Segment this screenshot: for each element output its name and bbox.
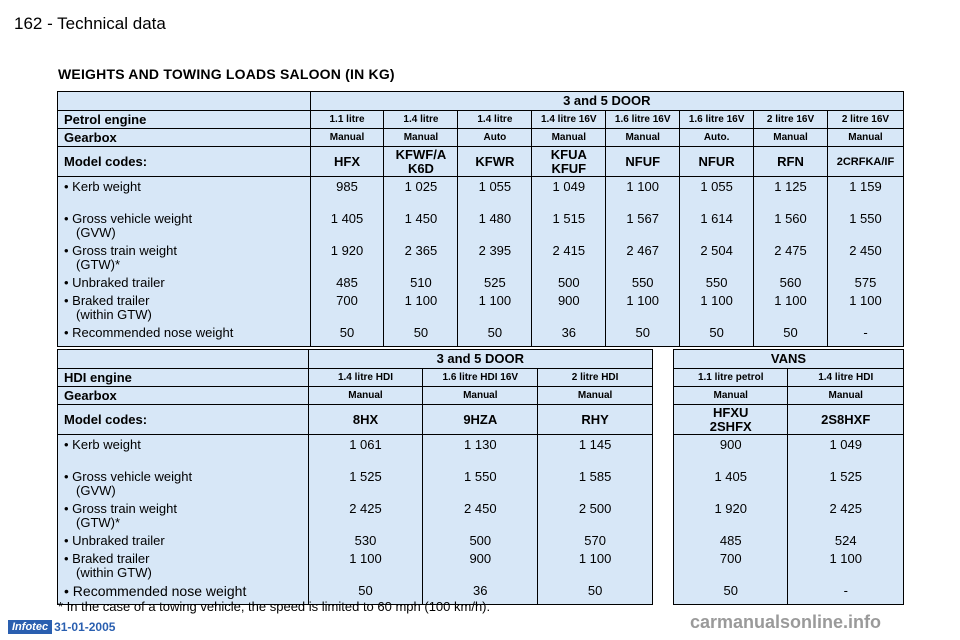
weight-value-cell: 50 (384, 323, 458, 347)
weight-value-cell: 700 (674, 549, 788, 581)
weight-value-cell: 1 100 (308, 549, 423, 581)
weight-value-cell: 2 365 (384, 241, 458, 273)
engine-cell: 1.1 litre petrol (674, 369, 788, 387)
gearbox-cell: Manual (827, 129, 903, 147)
gearbox-row (674, 387, 904, 405)
weight-value-cell: 1 405 (674, 467, 788, 499)
weight-row (58, 467, 653, 499)
weight-row-subtitle: (GTW)* (76, 256, 121, 272)
weight-value-cell: 2 450 (827, 241, 903, 273)
gearbox-cell: Manual (754, 129, 828, 147)
weight-value-cell: 1 480 (458, 209, 532, 241)
weight-value-cell: 1 614 (680, 209, 754, 241)
weight-row (58, 499, 653, 531)
weight-row-title: • Kerb weight (64, 437, 141, 452)
weight-row-title: • Gross train weight (64, 500, 177, 516)
weight-value-cell: 2 450 (423, 499, 538, 531)
engine-cell: 1.6 litre HDI 16V (423, 369, 538, 387)
weight-row (58, 549, 653, 581)
watermark: carmanualsonline.info (690, 612, 882, 632)
weight-row-subtitle: (within GTW) (76, 306, 152, 322)
gearbox-cell: Auto (458, 129, 532, 147)
weight-value-cell: 50 (538, 581, 653, 605)
weight-value-cell: 900 (532, 291, 606, 323)
weight-value-cell: 1 061 (308, 435, 423, 467)
model-code-cell: KFWR (458, 147, 532, 177)
weight-row-subtitle: (GTW)* (76, 514, 121, 530)
engine-cell: 1.4 litre (458, 111, 532, 129)
weight-row (674, 549, 904, 581)
group-header-row (58, 350, 653, 369)
weight-value-cell: 1 920 (310, 241, 384, 273)
weight-value-cell: 530 (308, 531, 423, 549)
weight-value-cell: 1 100 (827, 291, 903, 323)
weight-value-cell: 1 585 (538, 467, 653, 499)
weight-row (58, 241, 904, 273)
weight-value-cell: 2 475 (754, 241, 828, 273)
weight-value-cell: 500 (532, 273, 606, 291)
weight-row (674, 499, 904, 531)
weight-value-cell: - (788, 581, 904, 605)
weight-value-cell: 1 525 (308, 467, 423, 499)
weight-value-cell: 560 (754, 273, 828, 291)
model-code-cell: KFWF/A K6D (384, 147, 458, 177)
engine-cell: 2 litre 16V (754, 111, 828, 129)
vans-weights-table (673, 349, 904, 605)
model-code-cell: 8HX (308, 405, 423, 435)
weight-value-cell: 1 145 (538, 435, 653, 467)
engine-cell: 2 litre 16V (827, 111, 903, 129)
weight-value-cell: 1 130 (423, 435, 538, 467)
weight-value-cell: 50 (310, 323, 384, 347)
weight-value-cell: 1 515 (532, 209, 606, 241)
weight-value-cell: 1 049 (788, 435, 904, 467)
model-code-cell: HFX (310, 147, 384, 177)
weight-value-cell: 2 467 (606, 241, 680, 273)
engine-cell: 1.6 litre 16V (680, 111, 754, 129)
weight-row (58, 435, 653, 467)
weight-value-cell: 2 504 (680, 241, 754, 273)
weight-row-title: • Unbraked trailer (64, 274, 165, 290)
weight-value-cell: 570 (538, 531, 653, 549)
weight-value-cell: 50 (754, 323, 828, 347)
weight-value-cell: 1 125 (754, 177, 828, 209)
gearbox-cell: Auto. (680, 129, 754, 147)
weight-value-cell: 1 025 (384, 177, 458, 209)
weight-row-title: • Recommended nose weight (64, 582, 247, 599)
weight-row-title: • Braked trailer (64, 550, 150, 566)
petrol-weights-table (57, 91, 904, 347)
weight-value-cell: 900 (423, 549, 538, 581)
engine-cell: 1.4 litre HDI (308, 369, 423, 387)
weight-row-subtitle: (GVW) (76, 224, 116, 240)
weight-row-label (58, 291, 311, 323)
model-code-cell: NFUR (680, 147, 754, 177)
gearbox-cell: Manual (423, 387, 538, 405)
weight-row-label (58, 273, 311, 291)
engine-cell: 2 litre HDI (538, 369, 653, 387)
model-codes-row (58, 147, 904, 177)
group-header: VANS (674, 350, 904, 369)
weight-row-label (58, 531, 309, 549)
weight-value-cell: 510 (384, 273, 458, 291)
weight-value-cell: 50 (680, 323, 754, 347)
weight-value-cell: 1 049 (532, 177, 606, 209)
group-header-row (58, 92, 904, 111)
weight-row (674, 467, 904, 499)
weight-value-cell: 1 159 (827, 177, 903, 209)
weight-row-label (58, 177, 311, 209)
gearbox-cell: Manual (532, 129, 606, 147)
weight-value-cell: 1 550 (827, 209, 903, 241)
weight-value-cell: 1 405 (310, 209, 384, 241)
weight-value-cell: 50 (458, 323, 532, 347)
engine-label: Petrol engine (58, 111, 311, 129)
weight-row-label (58, 241, 311, 273)
group-header-row (674, 350, 904, 369)
model-code-cell: RHY (538, 405, 653, 435)
weight-value-cell: 1 560 (754, 209, 828, 241)
weight-row-title: • Unbraked trailer (64, 532, 165, 548)
weight-value-cell: 1 100 (384, 291, 458, 323)
gearbox-cell: Manual (674, 387, 788, 405)
weight-row-title: • Braked trailer (64, 292, 150, 308)
gearbox-cell: Manual (788, 387, 904, 405)
weight-row (674, 581, 904, 605)
weight-value-cell: 1 100 (606, 177, 680, 209)
weight-value-cell: 500 (423, 531, 538, 549)
engine-cell: 1.4 litre (384, 111, 458, 129)
engine-row (674, 369, 904, 387)
gearbox-row (58, 387, 653, 405)
weight-value-cell: 50 (308, 581, 423, 605)
publication-date: 31-01-2005 (54, 620, 116, 634)
group-header: 3 and 5 DOOR (308, 350, 652, 369)
weight-row-subtitle: (within GTW) (76, 564, 152, 580)
weight-value-cell: 485 (674, 531, 788, 549)
weight-row (58, 177, 904, 209)
engine-row (58, 369, 653, 387)
group-header-spacer (58, 92, 311, 111)
engine-label: HDI engine (58, 369, 309, 387)
weight-value-cell: 1 100 (788, 549, 904, 581)
model-code-cell: HFXU 2SHFX (674, 405, 788, 435)
weight-row (674, 435, 904, 467)
model-code-cell: 2S8HXF (788, 405, 904, 435)
engine-cell: 1.4 litre 16V (532, 111, 606, 129)
weight-row-label (58, 499, 309, 531)
weight-value-cell: 525 (458, 273, 532, 291)
group-header-spacer (58, 350, 309, 369)
weight-row-title: • Recommended nose weight (64, 324, 234, 340)
weight-value-cell: 50 (606, 323, 680, 347)
group-header: 3 and 5 DOOR (310, 92, 903, 111)
footnote: * In the case of a towing vehicle, the speed is limited to 60 mph (100 km/h). (58, 599, 491, 614)
weight-row (674, 531, 904, 549)
weight-row-label (58, 209, 311, 241)
weight-value-cell: 36 (532, 323, 606, 347)
weight-value-cell: 2 425 (788, 499, 904, 531)
weight-row-subtitle: (GVW) (76, 482, 116, 498)
hdi-weights-table (57, 349, 653, 605)
weight-value-cell: 985 (310, 177, 384, 209)
model-codes-row (58, 405, 653, 435)
model-code-cell: 9HZA (423, 405, 538, 435)
weight-row (58, 323, 904, 347)
weight-value-cell: 1 055 (680, 177, 754, 209)
gearbox-cell: Manual (606, 129, 680, 147)
gearbox-row (58, 129, 904, 147)
weight-value-cell: 2 500 (538, 499, 653, 531)
weight-row-label (58, 323, 311, 347)
engine-row (58, 111, 904, 129)
brand-logo: Infotec (8, 620, 52, 634)
weight-row-label (58, 549, 309, 581)
weight-value-cell: 2 425 (308, 499, 423, 531)
gearbox-label: Gearbox (58, 129, 311, 147)
weight-value-cell: 1 100 (538, 549, 653, 581)
weight-value-cell: 575 (827, 273, 903, 291)
weight-row (58, 273, 904, 291)
model-codes-row (674, 405, 904, 435)
weight-value-cell: 485 (310, 273, 384, 291)
weight-value-cell: 524 (788, 531, 904, 549)
model-code-cell: RFN (754, 147, 828, 177)
weight-row-title: • Gross vehicle weight (64, 468, 193, 484)
weight-row-title: • Kerb weight (64, 179, 141, 194)
weight-row (58, 531, 653, 549)
model-code-cell: 2CRFKA/IF (827, 147, 903, 177)
engine-cell: 1.6 litre 16V (606, 111, 680, 129)
section-title: WEIGHTS AND TOWING LOADS SALOON (IN KG) (58, 66, 395, 82)
weight-value-cell: 1 100 (606, 291, 680, 323)
weight-row-title: • Gross train weight (64, 242, 177, 258)
weight-value-cell: 50 (674, 581, 788, 605)
weight-value-cell: 1 525 (788, 467, 904, 499)
brand-footer (8, 620, 115, 634)
gearbox-cell: Manual (538, 387, 653, 405)
gearbox-cell: Manual (308, 387, 423, 405)
weight-value-cell: 2 395 (458, 241, 532, 273)
engine-cell: 1.1 litre (310, 111, 384, 129)
weight-value-cell: 700 (310, 291, 384, 323)
weight-row (58, 209, 904, 241)
engine-cell: 1.4 litre HDI (788, 369, 904, 387)
weight-value-cell: 1 550 (423, 467, 538, 499)
model-codes-label: Model codes: (58, 405, 309, 435)
gearbox-cell: Manual (310, 129, 384, 147)
model-code-cell: NFUF (606, 147, 680, 177)
weight-value-cell: 1 055 (458, 177, 532, 209)
model-code-cell: KFUA KFUF (532, 147, 606, 177)
weight-value-cell: 1 450 (384, 209, 458, 241)
weight-value-cell: 1 100 (680, 291, 754, 323)
page-header: 162 - Technical data (14, 14, 166, 33)
weight-value-cell: 2 415 (532, 241, 606, 273)
weight-value-cell: 36 (423, 581, 538, 605)
weight-value-cell: 1 100 (754, 291, 828, 323)
weight-value-cell: - (827, 323, 903, 347)
weight-value-cell: 550 (680, 273, 754, 291)
weight-value-cell: 1 100 (458, 291, 532, 323)
weight-value-cell: 1 567 (606, 209, 680, 241)
weight-row-label (58, 435, 309, 467)
weight-value-cell: 550 (606, 273, 680, 291)
weight-row (58, 291, 904, 323)
gearbox-label: Gearbox (58, 387, 309, 405)
weight-value-cell: 1 920 (674, 499, 788, 531)
weight-value-cell: 900 (674, 435, 788, 467)
gearbox-cell: Manual (384, 129, 458, 147)
weight-row-label (58, 467, 309, 499)
weight-row-title: • Gross vehicle weight (64, 210, 193, 226)
model-codes-label: Model codes: (58, 147, 311, 177)
